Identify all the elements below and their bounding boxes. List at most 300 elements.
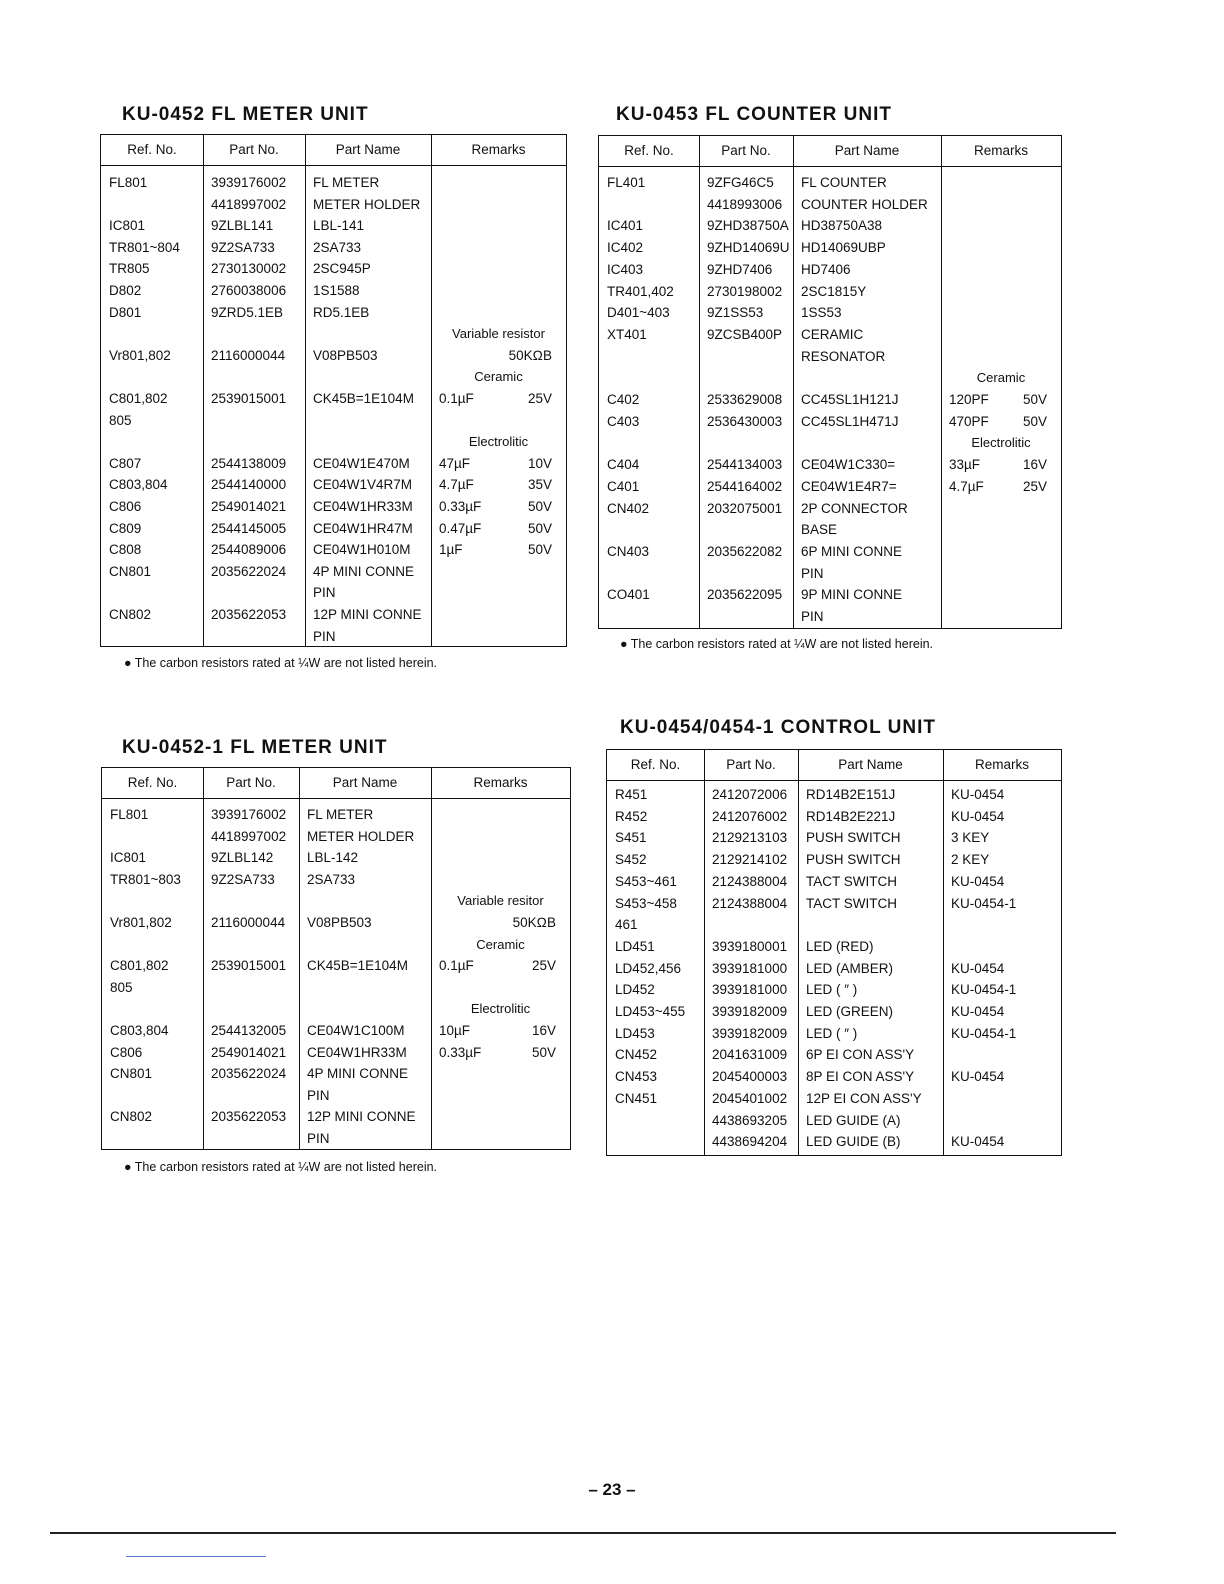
remarks-cell: 0.1µF	[439, 958, 474, 974]
remarks-rating-cell: 25V	[527, 391, 552, 406]
remarks-cell: Ceramic	[474, 369, 523, 385]
part-name-cell: METER HOLDER	[313, 196, 421, 212]
table-row	[101, 280, 566, 302]
ref-no-cell: LD452	[615, 982, 655, 998]
column-header: Ref. No.	[127, 775, 178, 790]
table-row	[599, 367, 1061, 389]
table-row	[599, 454, 1061, 476]
ku0454-parts-table	[606, 749, 1062, 1156]
part-no-cell: 2544132005	[211, 1023, 287, 1038]
part-name-cell: 6P EI CON ASS'Y	[806, 1047, 915, 1063]
part-name-cell: PIN	[801, 565, 824, 581]
part-no-cell: 9Z2SA733	[211, 239, 275, 255]
table-row	[599, 172, 1061, 194]
part-no-cell: 3939181000	[712, 982, 788, 998]
part-name-cell: PIN	[801, 609, 824, 624]
ref-no-cell: IC402	[607, 240, 644, 256]
part-name-cell: TACT SWITCH	[806, 873, 897, 889]
part-name-cell: CE04W1V4R7M	[313, 477, 413, 493]
table-row	[102, 934, 570, 956]
remarks-rating-cell: 16V	[531, 1023, 556, 1038]
table-row	[101, 237, 566, 259]
part-name-cell: CE04W1HR33M	[313, 499, 413, 514]
part-name-cell: 2SA733	[307, 871, 356, 887]
part-name-cell: 4P MINI CONNE	[313, 563, 415, 579]
remarks-rating-cell: 25V	[531, 958, 556, 974]
ref-no-cell: Vr801,802	[109, 347, 171, 363]
part-no-cell: 2412076002	[712, 808, 788, 824]
remarks-cell: KU-0454	[951, 873, 1005, 889]
part-no-cell: 2533629008	[707, 392, 783, 407]
part-name-cell: CK45B=1E104M	[307, 958, 408, 974]
part-name-cell: 9P MINI CONNE	[801, 587, 903, 603]
table-row	[607, 871, 1061, 893]
remarks-cell: Electrolitic	[971, 435, 1031, 451]
column-header: Part Name	[335, 142, 401, 157]
table-row	[607, 958, 1061, 980]
part-name-cell: V08PB503	[307, 915, 372, 930]
table-row	[102, 1042, 570, 1064]
part-name-cell: LED ( ″ )	[806, 1025, 858, 1041]
ref-no-cell: LD452,456	[615, 960, 682, 976]
ref-no-cell: D401~403	[607, 305, 670, 321]
header-divider	[607, 780, 1061, 781]
table-row	[101, 258, 566, 280]
table-row	[101, 431, 566, 453]
part-no-cell: 9Z1SS53	[707, 305, 764, 321]
part-name-cell: LED ( ″ )	[806, 982, 858, 998]
table-row	[599, 411, 1061, 433]
table-row	[102, 869, 570, 891]
part-no-cell: 2730198002	[707, 283, 783, 299]
part-no-cell: 2035622053	[211, 1109, 287, 1125]
part-no-cell: 9ZLBL142	[211, 850, 274, 866]
ku0453-note: ● The carbon resistors rated at ¼W are not listed herein.	[620, 637, 934, 651]
part-no-cell: 2116000044	[211, 915, 286, 930]
table-row	[599, 302, 1061, 324]
ref-no-cell: TR805	[109, 261, 150, 277]
part-no-cell: 2035622024	[211, 1066, 287, 1082]
part-name-cell: CE04W1HR33M	[307, 1044, 407, 1060]
part-no-cell: 2544164002	[707, 478, 783, 494]
remarks-cell: Variable resitor	[457, 893, 544, 909]
table-row	[102, 890, 570, 912]
ref-no-cell: LD453~455	[615, 1004, 686, 1019]
part-name-cell: HD14069UBP	[801, 240, 886, 256]
remarks-cell: 3 KEY	[951, 830, 990, 846]
table-row	[607, 914, 1061, 936]
ref-no-cell: CN801	[110, 1066, 153, 1082]
part-no-cell: 2539015001	[211, 958, 287, 974]
ref-no-cell: 805	[109, 412, 132, 428]
table-row	[101, 323, 566, 345]
part-name-cell: LED GUIDE (A)	[806, 1112, 901, 1128]
ref-no-cell: FL401	[607, 175, 646, 190]
ref-no-cell: C801,802	[109, 391, 168, 406]
column-header: Part Name	[834, 143, 900, 158]
part-no-cell: 3939181000	[712, 960, 788, 976]
part-name-cell: CE04W1HR47M	[313, 520, 413, 536]
remarks-cell: Variable resistor	[452, 326, 545, 342]
ref-no-cell: R451	[615, 787, 648, 802]
part-no-cell: 2045401002	[712, 1090, 788, 1106]
part-no-cell: 4418997002	[211, 196, 287, 212]
ku0452-1-title: KU-0452-1 FL METER UNIT	[122, 737, 388, 758]
remarks-rating-cell: 10V	[527, 455, 552, 471]
part-name-cell: LED GUIDE (B)	[806, 1134, 901, 1150]
part-no-cell: 2041631009	[712, 1047, 788, 1063]
ref-no-cell: CN451	[615, 1090, 658, 1106]
table-row	[607, 1066, 1061, 1088]
remarks-rating-cell: 50V	[527, 520, 552, 536]
part-no-cell: 3939182009	[712, 1025, 788, 1041]
part-name-cell: PUSH SWITCH	[806, 830, 901, 846]
ref-no-cell: XT401	[607, 326, 647, 342]
remarks-rating-cell: 16V	[1022, 457, 1047, 473]
table-row	[102, 955, 570, 977]
ref-no-cell: CN402	[607, 500, 650, 516]
table-row	[607, 827, 1061, 849]
table-row	[101, 474, 566, 496]
ref-no-cell: TR801~804	[109, 239, 180, 255]
table-row	[599, 194, 1061, 216]
ku0452-1-parts-table	[101, 767, 571, 1150]
ref-no-cell: 805	[110, 979, 133, 995]
table-row	[607, 806, 1061, 828]
part-name-cell: PIN	[307, 1131, 330, 1146]
column-header: Remarks	[974, 757, 1029, 772]
ref-no-cell: TR801~803	[110, 871, 181, 887]
part-name-cell: RESONATOR	[801, 348, 886, 364]
part-no-cell: 2544140000	[211, 477, 287, 493]
ku0453-parts-table	[598, 135, 1062, 629]
ref-no-cell: C401	[607, 478, 640, 494]
ref-no-cell: LD451	[615, 938, 655, 954]
part-no-cell: 9ZLBL141	[211, 218, 274, 234]
ref-no-cell: 461	[615, 917, 638, 933]
part-name-cell: 1SS53	[801, 305, 842, 321]
page-number: – 23 –	[588, 1480, 636, 1499]
ku0454-title: KU-0454/0454-1 CONTROL UNIT	[620, 717, 936, 738]
part-name-cell: CC45SL1H121J	[801, 392, 899, 407]
ku0452-title: KU-0452 FL METER UNIT	[122, 104, 369, 125]
remarks-rating-cell: 50KΩB	[508, 347, 552, 363]
column-header: Ref. No.	[127, 142, 177, 157]
ku0452-1-note: ● The carbon resistors rated at ¼W are not listed herein.	[124, 1160, 438, 1174]
table-row	[607, 849, 1061, 871]
column-header: Remarks	[473, 775, 528, 790]
table-row	[101, 582, 566, 604]
header-divider	[101, 165, 566, 166]
table-row	[607, 1131, 1061, 1153]
part-name-cell: LED (RED)	[806, 938, 874, 954]
bottom-rule	[50, 1532, 1116, 1534]
ref-no-cell: C809	[109, 520, 142, 536]
part-name-cell: RD14B2E221J	[806, 808, 896, 824]
part-no-cell: 4418993006	[707, 196, 783, 212]
remarks-cell: Electrolitic	[470, 1001, 531, 1017]
remarks-cell: KU-0454-1	[951, 895, 1017, 911]
part-name-cell: LED (GREEN)	[806, 1004, 894, 1019]
part-no-cell: 2045400003	[712, 1069, 788, 1085]
ref-no-cell: C801,802	[110, 958, 169, 974]
table-row	[102, 977, 570, 999]
part-name-cell: LBL-141	[313, 218, 365, 234]
table-row	[101, 366, 566, 388]
ref-no-cell: CO401	[607, 587, 650, 603]
part-name-cell: CERAMIC	[801, 326, 864, 342]
table-row	[599, 432, 1061, 454]
remarks-cell: 4.7µF	[949, 478, 984, 494]
part-no-cell: 2544138009	[211, 455, 287, 471]
part-no-cell: 2129214102	[712, 852, 788, 868]
part-name-cell: COUNTER HOLDER	[801, 196, 928, 212]
part-no-cell: 2539015001	[211, 391, 287, 406]
column-header: Part Name	[332, 775, 398, 790]
part-no-cell: 9Z2SA733	[211, 871, 275, 887]
remarks-cell: 4.7µF	[439, 477, 474, 493]
table-row	[101, 604, 566, 626]
part-no-cell: 2035622053	[211, 607, 287, 622]
remarks-cell: KU-0454	[951, 1069, 1005, 1085]
table-row	[599, 584, 1061, 606]
column-header: Part No.	[721, 143, 771, 158]
table-row	[101, 345, 566, 367]
ref-no-cell: LD453	[615, 1025, 655, 1041]
ref-no-cell: S453~458	[615, 895, 677, 911]
column-header: Remarks	[471, 142, 526, 157]
part-no-cell: 2412072006	[712, 787, 788, 802]
ku0452-parts-table	[100, 134, 567, 647]
ref-no-cell: C806	[109, 499, 142, 514]
part-name-cell: METER HOLDER	[307, 828, 415, 844]
remarks-rating-cell: 50KΩB	[512, 915, 556, 930]
remarks-cell: 0.33µF	[439, 1044, 482, 1060]
part-name-cell: 12P MINI CONNE	[307, 1109, 416, 1125]
table-row	[102, 1106, 570, 1128]
remarks-cell: 2 KEY	[951, 852, 990, 868]
ref-no-cell: D802	[109, 283, 142, 298]
ref-no-cell: C806	[110, 1044, 143, 1060]
table-row	[102, 998, 570, 1020]
part-name-cell: PIN	[313, 585, 336, 601]
table-row	[102, 1128, 570, 1150]
part-name-cell: PIN	[307, 1087, 330, 1103]
remarks-rating-cell: 35V	[527, 477, 552, 493]
header-divider	[599, 166, 1061, 167]
part-name-cell: CK45B=1E104M	[313, 391, 414, 406]
remarks-rating-cell: 50V	[531, 1044, 556, 1060]
remarks-cell: 33µF	[949, 457, 981, 473]
part-no-cell: 4418997002	[211, 828, 287, 844]
part-no-cell: 3939180001	[712, 938, 788, 954]
remarks-cell: 0.1µF	[439, 391, 474, 406]
part-no-cell: 9ZHD14069U	[707, 240, 790, 256]
part-no-cell: 4438693205	[712, 1112, 788, 1128]
part-name-cell: CE04W1C100M	[307, 1023, 405, 1038]
table-row	[607, 784, 1061, 806]
ref-no-cell: CN403	[607, 543, 650, 559]
column-header: Remarks	[973, 143, 1028, 158]
table-row	[599, 541, 1061, 563]
part-no-cell: 2544134003	[707, 457, 783, 473]
part-no-cell: 2549014021	[211, 1044, 287, 1060]
part-no-cell: 2549014021	[211, 499, 287, 514]
part-no-cell: 2544089006	[211, 542, 287, 558]
part-no-cell: 9ZHD38750A	[707, 218, 789, 234]
part-name-cell: PUSH SWITCH	[806, 852, 901, 868]
table-row	[101, 453, 566, 475]
part-no-cell: 3939182009	[712, 1004, 788, 1019]
part-no-cell: 2124388004	[712, 895, 788, 911]
table-row	[599, 476, 1061, 498]
part-no-cell: 2035622095	[707, 587, 783, 603]
column-header: Part No.	[726, 757, 776, 772]
header-divider	[102, 798, 570, 799]
remarks-cell: KU-0454-1	[951, 982, 1017, 998]
ref-no-cell: Vr801,802	[110, 915, 172, 930]
part-no-cell: 9ZRD5.1EB	[211, 304, 284, 320]
part-name-cell: V08PB503	[313, 347, 378, 363]
ref-no-cell: IC801	[109, 218, 146, 234]
part-no-cell: 3939176002	[211, 807, 287, 822]
table-row	[599, 324, 1061, 346]
column-header: Part No.	[226, 775, 276, 790]
ref-no-cell: CN453	[615, 1069, 658, 1085]
remarks-rating-cell: 50V	[1022, 413, 1047, 429]
column-header: Ref. No.	[624, 143, 674, 158]
part-no-cell: 2760038006	[211, 283, 287, 298]
table-row	[599, 237, 1061, 259]
table-row	[607, 936, 1061, 958]
ref-no-cell: TR401,402	[607, 283, 674, 299]
part-name-cell: FL COUNTER	[801, 175, 887, 190]
table-row	[101, 302, 566, 324]
part-no-cell: 2032075001	[707, 500, 783, 516]
table-row	[607, 1110, 1061, 1132]
ku0453-title: KU-0453 FL COUNTER UNIT	[616, 104, 893, 125]
remarks-cell: KU-0454	[951, 787, 1005, 802]
part-name-cell: PIN	[313, 628, 336, 644]
ref-no-cell: C403	[607, 413, 640, 429]
table-row	[599, 259, 1061, 281]
part-name-cell: 2SC945P	[313, 261, 371, 277]
remarks-rating-cell: 50V	[527, 499, 552, 514]
part-name-cell: CE04W1H010M	[313, 542, 411, 558]
part-no-cell: 4438694204	[712, 1134, 788, 1150]
part-name-cell: HD7406	[801, 261, 851, 277]
table-row	[101, 215, 566, 237]
ref-no-cell: CN452	[615, 1047, 658, 1063]
table-row	[599, 215, 1061, 237]
part-name-cell: TACT SWITCH	[806, 895, 897, 911]
ref-no-cell: IC401	[607, 218, 644, 234]
part-name-cell: 1S1588	[313, 283, 360, 298]
table-row	[599, 606, 1061, 628]
ref-no-cell: IC403	[607, 261, 644, 277]
table-row	[101, 172, 566, 194]
column-header: Part No.	[229, 142, 279, 157]
remarks-cell: KU-0454	[951, 808, 1005, 824]
remarks-cell: Ceramic	[476, 936, 525, 952]
table-row	[101, 626, 566, 648]
part-no-cell: 2536430003	[707, 413, 783, 429]
part-no-cell: 2124388004	[712, 873, 788, 889]
table-row	[599, 389, 1061, 411]
table-row	[599, 563, 1061, 585]
part-name-cell: 6P MINI CONNE	[801, 543, 903, 559]
part-no-cell: 3939176002	[211, 175, 287, 190]
ref-no-cell: FL801	[110, 807, 149, 822]
part-name-cell: 4P MINI CONNE	[307, 1066, 409, 1082]
table-row	[101, 496, 566, 518]
table-row	[102, 1085, 570, 1107]
part-name-cell: FL METER	[313, 175, 380, 190]
part-no-cell: 2035622024	[211, 563, 287, 579]
ref-no-cell: C402	[607, 392, 640, 407]
ref-no-cell: CN802	[109, 607, 152, 622]
part-name-cell: 2SA733	[313, 239, 362, 255]
part-no-cell: 2035622082	[707, 543, 783, 559]
part-name-cell: LBL-142	[307, 850, 359, 866]
column-header: Ref. No.	[630, 757, 681, 772]
remarks-cell: 120PF	[949, 392, 989, 407]
part-name-cell: CE04W1C330=	[801, 457, 896, 473]
remarks-cell: 47µF	[439, 455, 471, 471]
ref-no-cell: FL801	[109, 175, 148, 190]
table-row	[101, 388, 566, 410]
ref-no-cell: C803,804	[109, 477, 168, 493]
part-no-cell: 9ZFG46C5	[707, 175, 774, 190]
remarks-cell: KU-0454	[951, 1134, 1005, 1150]
ref-no-cell: C808	[109, 542, 142, 558]
part-name-cell: 2P CONNECTOR	[801, 500, 908, 516]
table-row	[599, 498, 1061, 520]
part-no-cell: 2544145005	[211, 520, 287, 536]
ref-no-cell: S451	[615, 830, 647, 846]
remarks-cell: KU-0454-1	[951, 1025, 1017, 1041]
ref-no-cell: C404	[607, 457, 640, 473]
remarks-cell: Electrolitic	[468, 434, 529, 450]
remarks-cell: 0.47µF	[439, 520, 482, 536]
ref-no-cell: S452	[615, 852, 647, 868]
remarks-cell: 1µF	[439, 542, 463, 558]
table-row	[607, 893, 1061, 915]
part-no-cell: 9ZHD7406	[707, 261, 773, 277]
table-row	[607, 1088, 1061, 1110]
table-row	[599, 281, 1061, 303]
part-name-cell: CE04W1E470M	[313, 455, 410, 471]
remarks-cell: KU-0454	[951, 960, 1005, 976]
remarks-cell: KU-0454	[951, 1004, 1005, 1019]
table-row	[101, 539, 566, 561]
part-name-cell: HD38750A38	[801, 218, 883, 234]
remarks-cell: 10µF	[439, 1023, 471, 1038]
remarks-rating-cell: 25V	[1022, 478, 1047, 494]
column-header: Part Name	[838, 757, 903, 772]
table-row	[102, 912, 570, 934]
table-row	[607, 1001, 1061, 1023]
ref-no-cell: D801	[109, 304, 142, 320]
part-name-cell: RD5.1EB	[313, 304, 370, 320]
part-no-cell: 2116000044	[211, 347, 286, 363]
part-name-cell: CC45SL1H471J	[801, 413, 899, 429]
ref-no-cell: C803,804	[110, 1023, 169, 1038]
table-row	[102, 826, 570, 848]
remarks-cell: Ceramic	[976, 370, 1026, 386]
part-name-cell: CE04W1E4R7=	[801, 478, 897, 494]
table-row	[102, 847, 570, 869]
